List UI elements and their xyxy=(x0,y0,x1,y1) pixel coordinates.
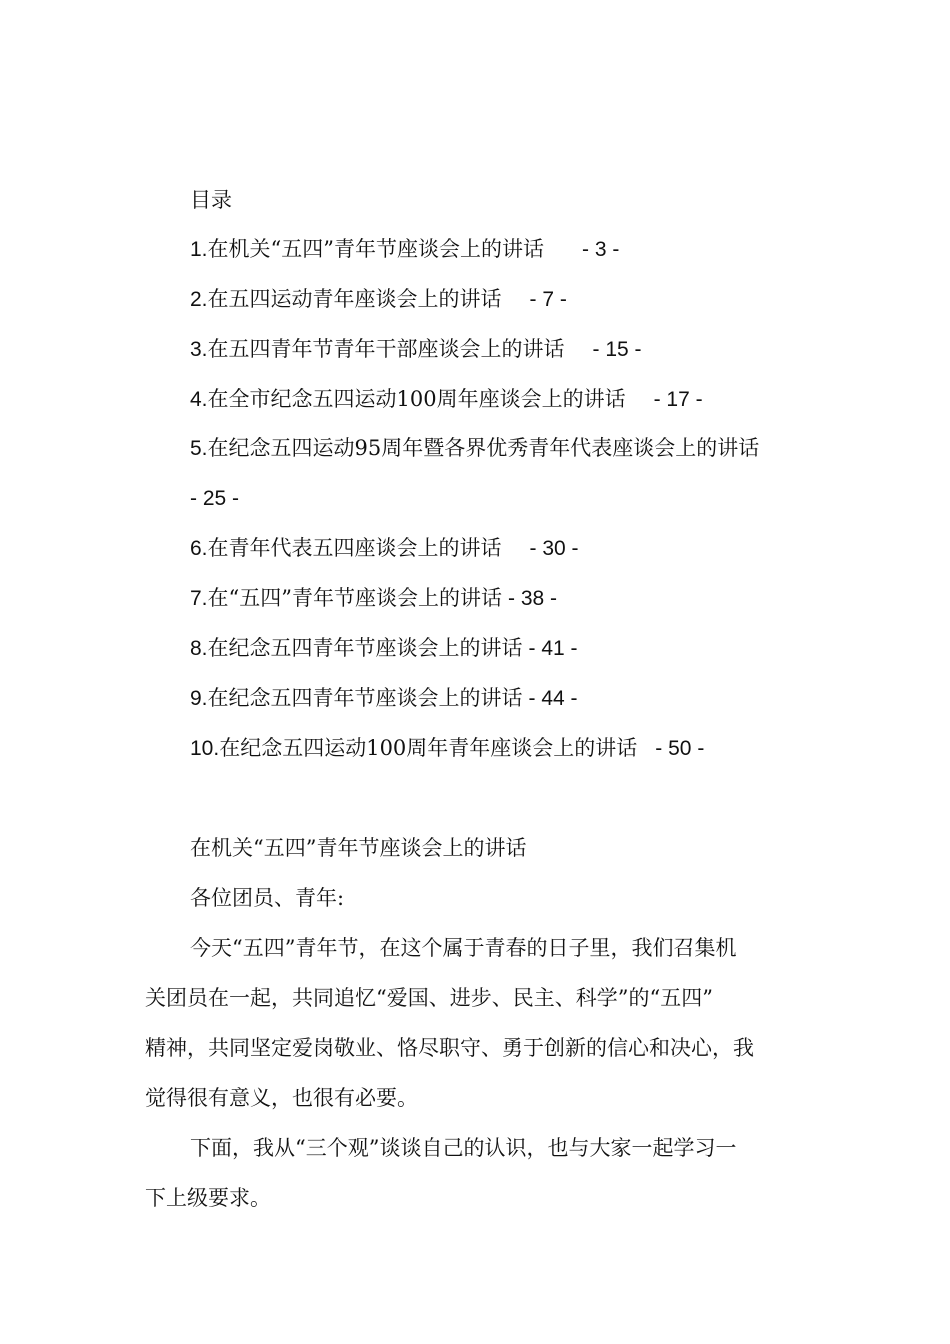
paragraph-line: 今天“五四”青年节，在这个属于青春的日子里，我们召集机 xyxy=(190,936,737,960)
toc-item-number: 2. xyxy=(190,288,208,311)
paragraph-line: 关团员在一起，共同追忆“爱国、进步、民主、科学”的“五四” xyxy=(145,986,713,1010)
toc-item-title: 在青年代表五四座谈会上的讲话 xyxy=(207,536,502,560)
toc-item[interactable] xyxy=(190,235,619,264)
salutation: 各位团员、青年: xyxy=(190,886,345,910)
toc-item-number: 10. xyxy=(190,737,220,760)
toc-item-title: 在纪念五四青年节座谈会上的讲话 xyxy=(207,636,523,660)
toc-item-number: 3. xyxy=(190,338,208,361)
toc-item-page: - 15 - xyxy=(592,338,642,361)
toc-item-page: - 7 - xyxy=(529,288,567,311)
toc-item-page: - 44 - xyxy=(528,687,578,710)
toc-item-title: 在机关“五四”青年节座谈会上的讲话 xyxy=(207,237,544,261)
toc-item-title: 在纪念五四运动95周年暨各界优秀青年代表座谈会上的讲话 xyxy=(207,436,760,460)
toc-item-title: 在五四运动青年座谈会上的讲话 xyxy=(207,287,502,311)
toc-item-number: 5. xyxy=(190,437,208,460)
paragraph-line: 下面，我从“三个观”谈谈自己的认识，也与大家一起学习一 xyxy=(190,1136,737,1160)
toc-item-number: 8. xyxy=(190,637,208,660)
toc-title: 目录 xyxy=(190,188,232,212)
toc-item-page: - 30 - xyxy=(529,537,579,560)
toc-item-title: 在五四青年节青年干部座谈会上的讲话 xyxy=(207,337,565,361)
toc-item-title: 在全市纪念五四运动100周年座谈会上的讲话 xyxy=(207,387,626,411)
toc-item-title: 在纪念五四青年节座谈会上的讲话 xyxy=(207,686,523,710)
paragraph-line: 觉得很有意义，也很有必要。 xyxy=(145,1086,418,1110)
toc-item[interactable] xyxy=(190,534,579,563)
toc-item-number: 1. xyxy=(190,238,208,261)
toc-item[interactable] xyxy=(190,285,567,314)
toc-item-title: 在“五四”青年节座谈会上的讲话 xyxy=(207,586,502,610)
paragraph-line: 下上级要求。 xyxy=(145,1186,271,1210)
toc-item-number: 7. xyxy=(190,587,208,610)
toc-item-page: - 50 - xyxy=(655,737,705,760)
toc-item-number: 9. xyxy=(190,687,208,710)
toc-item-page: - 17 - xyxy=(653,388,703,411)
toc-item[interactable] xyxy=(190,434,759,463)
toc-item[interactable] xyxy=(190,335,642,364)
toc-item[interactable] xyxy=(190,385,703,414)
toc-item-page: - 25 - xyxy=(190,487,240,510)
toc-item[interactable] xyxy=(190,684,578,713)
paragraph-line: 精神，共同坚定爱岗敬业、恪尽职守、勇于创新的信心和决心，我 xyxy=(145,1036,754,1060)
toc-item-number: 6. xyxy=(190,537,208,560)
toc-item-continuation[interactable] xyxy=(190,484,239,513)
toc-item[interactable] xyxy=(190,584,557,613)
toc-item-page: - 41 - xyxy=(528,637,578,660)
toc-item-page: - 3 - xyxy=(582,238,620,261)
toc-item-title: 在纪念五四运动100周年青年座谈会上的讲话 xyxy=(219,736,638,760)
toc-item[interactable] xyxy=(190,634,578,663)
toc-item-page: - 38 - xyxy=(508,587,558,610)
toc-item-number: 4. xyxy=(190,388,208,411)
speech-heading: 在机关“五四”青年节座谈会上的讲话 xyxy=(190,836,527,860)
toc-item[interactable] xyxy=(190,734,704,763)
